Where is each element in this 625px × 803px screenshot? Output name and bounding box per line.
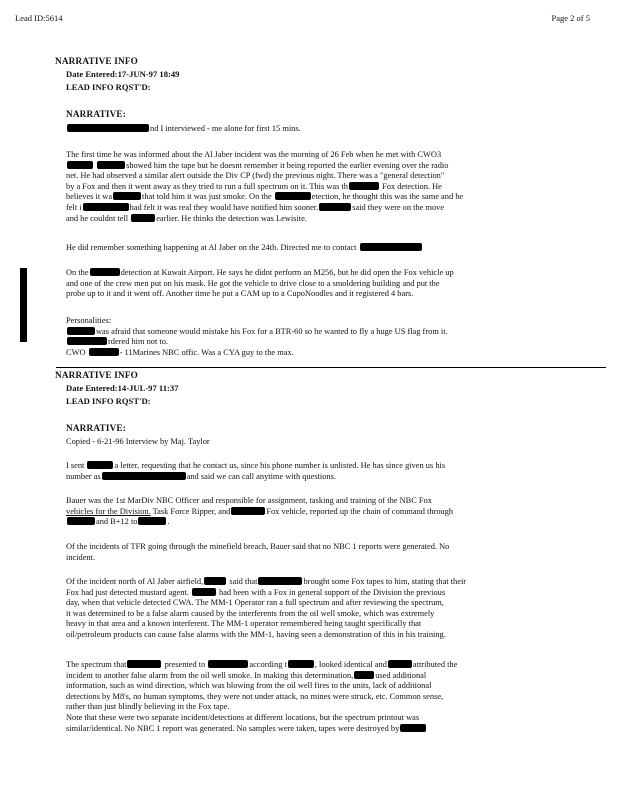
redaction xyxy=(67,161,93,169)
redaction xyxy=(67,337,107,345)
lead-id: Lead ID:5614 xyxy=(15,13,63,23)
redaction xyxy=(258,577,302,585)
lead-info-requested: LEAD INFO RQST'D: xyxy=(66,82,151,92)
paragraph: Of the incident north of Al Jaber airfield, said that brought some Fox tapes to him, stating that their Fox had just detected mustard agent. had been with a Fox in general support of the Division the previous day, when that vehicle detected CWA. The MM-1 Operator ran a full spectrum and after reviewing the spectrum, it was determined to be a false alarm caused by the interferents from the oil well smoke, which was extremely heavy in that area and a known interferent. The MM-1 operator remembered being taught specifically that oil/petroleum products can cause false alarms with the MM-1, having seen a demonstration of this in his training. xyxy=(66,577,467,639)
lead-info-requested: LEAD INFO RQST'D: xyxy=(66,396,151,406)
paragraph: On the detection at Kuwait Airport. He says he didnt perform an M256, but he did open the Fox vehicle up and one of the crew men put on his mask. He got the vehicle to drive close to a smoldering building and put the probe up to it and it went off. Another time he put a CAM up to a CupoNoodles and it registered 4 bars. xyxy=(66,268,454,299)
paragraph: The first time he was informed about the Al Jaber incident was the morning of 26 Feb when he met with CWO3 showed him the tape but he doesnt remember it being reported the earlier evening over the radio net. He had observed a similar alert outside the Div CP (fwd) the previous night. There was a "general detection" by a Fox and then it went away as they tried to run a full spectrum on it. This was th Fox detection. He believes it wa that told him it was just smoke. On the etection, he thought this was the same and he felt i had felt it was real they would have notified him sooner. said they were on the move and he couldnt tell earlier. He thinks the detection was Lewisite. xyxy=(66,150,464,223)
paragraph: I sent a letter, requesting that he contact us, since his phone number is unlisted. He has since given us his number as and said we can call anytime with questions. xyxy=(66,461,446,481)
redaction xyxy=(127,660,161,668)
redaction xyxy=(89,348,119,356)
page-number: Page 2 of 5 xyxy=(551,13,590,23)
paragraph: The spectrum that presented to according t , looked identical and attributed the incident to another false alarm from the oil well smoke. In making this determination, used additional information, such as wind direction, which was blowing from the oil well fires to the units, lack of additional detections by M8's, no human symptoms, they were not under attack, no mines were struck, etc. Common sense, rather than just blindly believing in the Fox tape. Note that these were two separate incident/detections at different locations, but the spectrum printout was similar/identical. No NBC 1 report was generated. No samples were taken, tapes were destroyed by xyxy=(66,660,458,733)
redaction xyxy=(67,517,95,525)
section-title: NARRATIVE INFO xyxy=(55,370,139,380)
redaction xyxy=(131,214,155,222)
redaction xyxy=(231,507,265,515)
redaction xyxy=(208,660,248,668)
redaction xyxy=(102,472,186,480)
redaction xyxy=(83,203,129,211)
redaction xyxy=(192,588,216,596)
redaction xyxy=(67,327,95,335)
date-entered: Date Entered:17-JUN-97 18:49 xyxy=(66,69,180,79)
redaction-bar xyxy=(20,268,27,342)
redaction xyxy=(319,203,351,211)
redaction xyxy=(288,660,314,668)
redaction xyxy=(349,182,379,190)
redaction xyxy=(113,192,141,200)
narrative-label: NARRATIVE: xyxy=(66,423,127,433)
section-title: NARRATIVE INFO xyxy=(55,56,139,66)
paragraph: Bauer was the 1st MarDiv NBC Officer and responsible for assignment, tasking and training of the NBC Fox vehicles for the Division. Task Force Ripper, and Fox vehicle, reported up the chain of command through and B+12 to . xyxy=(66,496,454,527)
date-entered: Date Entered:14-JUL-97 11:37 xyxy=(66,383,179,393)
section-divider xyxy=(56,367,606,368)
paragraph: He did remember something happening at Al Jaber on the 24th. Directed me to contact xyxy=(66,243,588,254)
redaction xyxy=(360,243,422,251)
copied-line: Copied - 6-21-96 Interview by Maj. Taylor xyxy=(66,437,210,446)
redaction xyxy=(67,124,149,132)
redaction xyxy=(90,268,120,276)
redaction xyxy=(400,724,426,732)
intro-line: nd I interviewed - me alone for first 15 mins. xyxy=(66,124,588,135)
redaction xyxy=(138,517,166,525)
redaction xyxy=(275,192,311,200)
redaction xyxy=(354,671,374,679)
paragraph: Of the incidents of TFR going through the minefield breach, Bauer said that no NBC 1 reports were generated. No incident. xyxy=(66,542,450,562)
redaction xyxy=(388,660,412,668)
redaction xyxy=(204,577,226,585)
redaction xyxy=(97,161,125,169)
redaction xyxy=(87,461,113,469)
personalities: Personalities: was afraid that someone would mistake his Fox for a BTR-60 so he wanted to fly a huge US flag from it. rdered him not to. CWO - 11Marines NBC offic. Was a CYA guy to the max. xyxy=(66,316,448,357)
narrative-label: NARRATIVE: xyxy=(66,109,127,119)
